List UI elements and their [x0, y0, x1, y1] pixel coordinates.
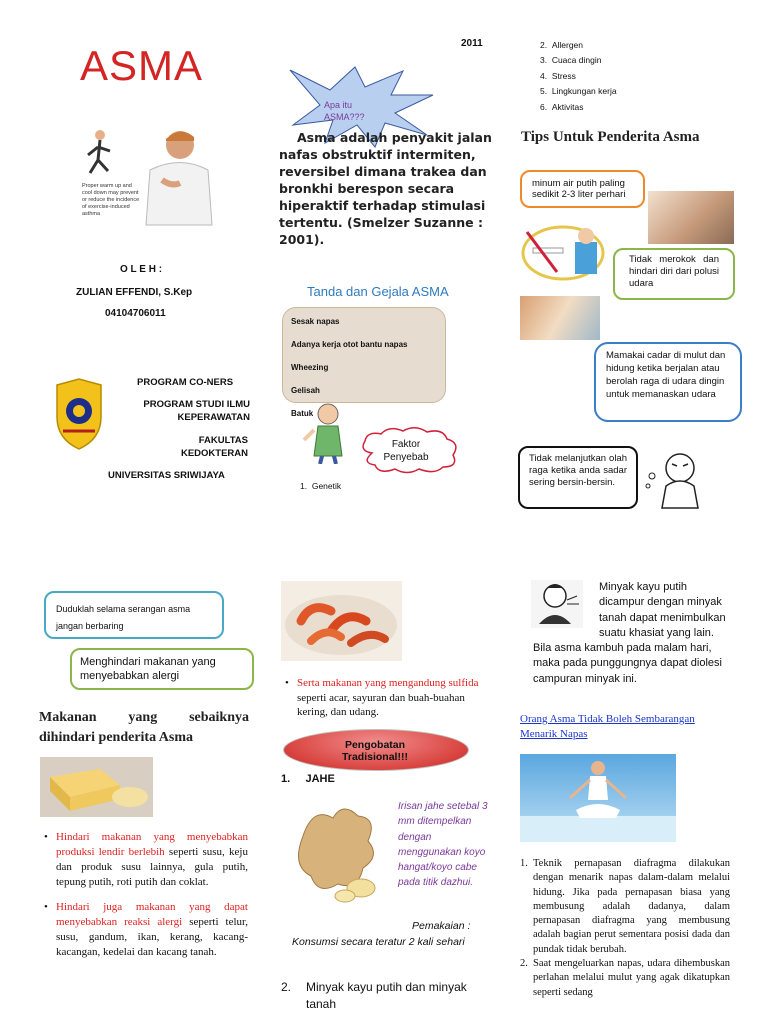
cause-item: 5. Lingkungan kerja	[540, 86, 617, 97]
causes-list	[540, 38, 617, 115]
fakultas: FAKULTAS KEDOKTERAN	[180, 435, 248, 459]
tip-water	[520, 170, 645, 208]
ginger-photo	[283, 796, 388, 908]
tip-mask	[594, 342, 742, 422]
list-item: • Hindari juga makanan yang dapat menyebabkan reaksi alergi seperti telur, susu, gandum, ikan, kerang, kacang-kacangan, kedelai dan kacang tanah.	[44, 901, 248, 958]
author-name: ZULIAN EFFENDI, S.Kep	[76, 287, 193, 298]
jahe-heading	[281, 773, 335, 785]
tip-text: Menghindari makanan yang menyebabkan alergi	[80, 656, 216, 682]
list-item: • Serta makanan yang mengandung sulfida seperti acar, sayuran dan buah-buahan kering, dan udang.	[285, 677, 479, 718]
tips-title: Tips Untuk Penderita Asma	[521, 129, 700, 145]
cause-item: 2. Allergen	[540, 40, 583, 50]
cause-item: 3. Cuaca dingin	[540, 55, 602, 66]
runner-asthma-image	[80, 125, 230, 235]
highlight-text: Hindari makanan yang menyebabkan produksi lendir berlebih	[56, 831, 248, 858]
tip-text: Tidak melanjutkan olah raga ketika anda sadar sering bersin-bersin.	[529, 453, 627, 488]
food-heading: Makanan yang sebaiknya dihindari penderita Asma	[39, 710, 249, 745]
faktor-label: Faktor Penyebab	[383, 439, 429, 463]
tip-sit-down	[44, 591, 224, 639]
highlight-text: Serta makanan yang mengandung sulfida	[297, 677, 479, 689]
shrimp-photo	[281, 581, 402, 661]
burst-text: Apa itu ASMA???	[324, 100, 365, 122]
cause-label: Allergen	[551, 40, 583, 50]
no-smoking-illustration	[517, 222, 609, 284]
drinking-water-photo	[648, 191, 734, 244]
university-logo	[53, 377, 105, 451]
list-item: • Hindari makanan yang menyebabkan produksi lendir berlebih seperti susu, keju dan produk susu lainnya, gula putih, tepung putih, roti putih dan coklat.	[44, 831, 248, 888]
avoid-food-list	[44, 830, 248, 960]
item-text: seperti telur, susu, gandum, ikan, kerang, kacang-kacangan, kedelai dan kacang tanah.	[56, 916, 248, 958]
symptom-item: Batuk	[291, 409, 314, 418]
tip-text: minum air putih paling sedikit 2-3 liter perhari	[532, 178, 626, 200]
program-coners: PROGRAM CO-NERS	[137, 377, 234, 388]
pemakaian-label: Pemakaian :	[412, 920, 471, 932]
oleh-label: O L E H :	[120, 264, 163, 275]
sneezing-child-photo	[520, 296, 600, 340]
step-text: Saat mengeluarkan napas, udara dihembuskan perlahan melalui mulut yang agak dikatupkan seperti sedang	[533, 958, 730, 998]
asma-definition	[279, 129, 497, 248]
year: 2011	[461, 38, 483, 49]
meditation-photo	[520, 754, 676, 842]
minyak-heading	[281, 979, 481, 1013]
brochure-title: ASMA	[80, 42, 204, 89]
cause-label: Cuaca dingin	[551, 55, 602, 66]
coughing-boy-image	[300, 400, 350, 464]
minyak-desc-text: Minyak kayu putih dicampur dengan minyak tanah dapat menimbulkan suatu khasiat yang lain. Bila asma kambuh pada malam hari, maka pada punggungnya dapat diolesi campuran minyak ini.	[533, 581, 726, 685]
symptom-item: Wheezing	[291, 363, 329, 372]
cause-label: Aktivitas	[551, 101, 584, 112]
konsumsi-text: Konsumsi secara teratur 2 kali sehari	[292, 936, 465, 948]
step-text: Teknik pernapasan diafragma dilakukan dengan menarik napas dalam-dalam melalui hidung. Jika pada pernapasan biasa yang membusung adalah dadanya, dalam pernapasan diafragma yang membusung adalah bagian perut sementara posisi dada dan pundak tidak berubah.	[533, 858, 730, 955]
definition-text: Asma adalah penyakit jalan nafas obstruktif intermiten, reversibel dimana trakea dan bronkhi berespon secara hiperaktif terhadap stimulasi tertentu. (Smelzer Suzanne : 2001).	[279, 130, 492, 247]
item-text: seperti susu, keju dan produk susu lainnya, gula putih, tepung putih, roti putih dan coklat.	[56, 846, 248, 888]
tip-text: Tidak merokok dan hindari diri dari polusi udara	[629, 254, 719, 289]
item-text: seperti acar, sayuran dan buah-buahan kering, dan udang.	[297, 691, 465, 718]
sulfida-list	[285, 676, 493, 720]
cause-label: Lingkungan kerja	[551, 86, 617, 97]
symptom-item: Gelisah	[291, 386, 320, 395]
breathing-steps	[520, 857, 730, 1000]
sneezing-cartoon	[642, 446, 717, 511]
jahe-label: JAHE	[305, 773, 335, 785]
tip-avoid-allergy-food	[70, 648, 254, 690]
symptom-item: Sesak napas	[291, 317, 340, 326]
breathing-article-link[interactable]: Orang Asma Tidak Boleh Sembarangan Menarik Napas	[520, 713, 695, 740]
cause-item: 4. Stress	[540, 70, 576, 81]
tip-text: Mamakai cadar di mulut dan hidung ketika berjalan atau berolah raga di udara dingin untuk memanaskan udara	[606, 350, 726, 400]
cheese-photo	[40, 757, 153, 817]
minyak-number: 2.	[281, 980, 292, 994]
tip-text: Duduklah selama serangan asma jangan berbaring	[56, 604, 191, 631]
cause-label: Stress	[551, 70, 576, 81]
program-studi: PROGRAM STUDI ILMU KEPERAWATAN	[143, 399, 250, 423]
pengobatan-label: Pengobatan Tradisional!!!	[342, 739, 408, 763]
minyak-label: Minyak kayu putih dan minyak tanah	[306, 980, 467, 1011]
tip-no-smoking	[613, 248, 735, 300]
list-item: 1. Teknik pernapasan diafragma dilakukan dengan menarik napas dalam-dalam melalui hidung. Jika pada pernapasan biasa yang membusung adalah dadanya, dalam pernapasan diafragma yang membusung adalah bagian perut sementara posisi dada dan pundak tidak berubah.	[520, 858, 730, 955]
cause-label: Genetik	[311, 481, 342, 491]
runner-caption: Proper warm up and cool down may prevent or reduce the incidence of exercise-induced asthma	[82, 183, 140, 217]
author-nim: 04104706011	[105, 308, 166, 319]
list-item: 2. Saat mengeluarkan napas, udara dihembuskan perlahan melalui mulut yang agak dikatupkan seperti sedang	[520, 958, 730, 998]
cause-item: 6. Aktivitas	[540, 101, 584, 112]
symptom-item: Adanya kerja otot bantu napas	[291, 340, 408, 349]
jahe-number: 1.	[281, 773, 291, 785]
highlight-text: Hindari juga makanan yang dapat menyebabkan reaksi alergi	[56, 901, 248, 928]
jahe-description: Irisan jahe setebal 3 mm ditempelkan dengan menggunakan koyo hangat/koyo cabe pada titik dazhui.	[398, 801, 488, 889]
minyak-description	[533, 580, 729, 687]
tanda-title: Tanda dan Gejala ASMA	[307, 284, 449, 299]
tip-stop-exercise	[518, 446, 638, 509]
university: UNIVERSITAS SRIWIJAYA	[108, 470, 225, 481]
cause-item: 1. Genetik	[300, 481, 342, 491]
